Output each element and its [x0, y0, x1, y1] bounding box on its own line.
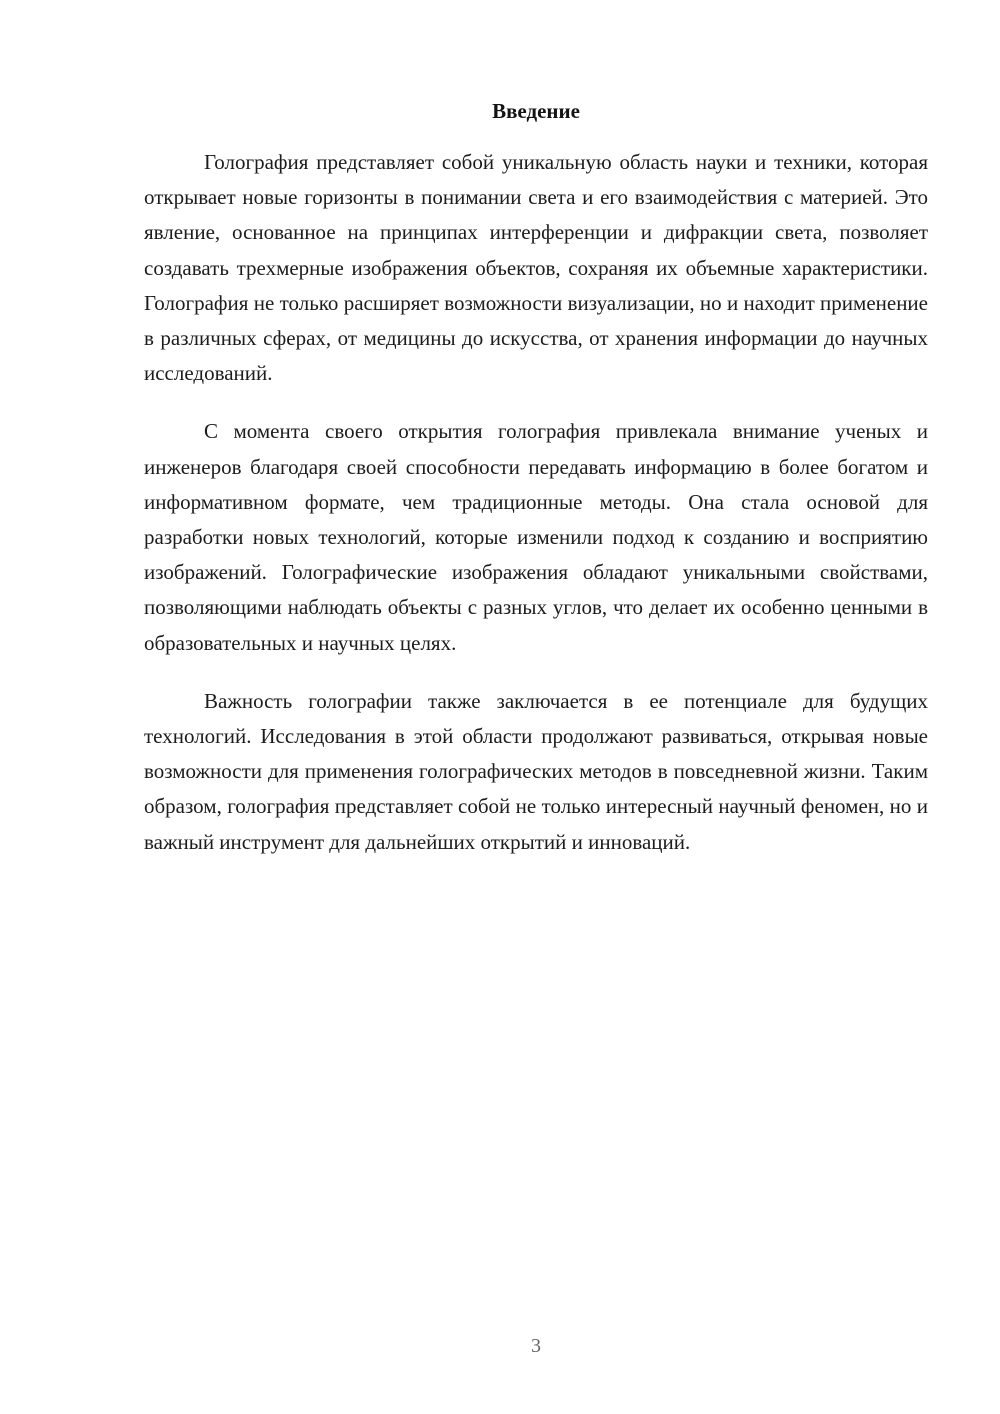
- page-number: 3: [531, 1335, 541, 1357]
- paragraph-1: Голография представляет собой уникальную область науки и техники, которая открывает новые горизонты в понимании света и его взаимодействия с материей. Это явление, основанное на принципах интерференции и дифракции света, позволяет создавать трехмерные изображения объектов, сохраняя их объемные характеристики. Голография не только расширяет возможности визуализации, но и находит применение в различных сферах, от медицины до искусства, от хранения информации до научных исследований.: [144, 150, 928, 386]
- section-heading: Введение: [492, 99, 580, 123]
- paragraph-2: С момента своего открытия голография привлекала внимание ученых и инженеров благодаря своей способности передавать информацию в более богатом и информативном формате, чем традиционные методы. Она стала основой для разработки новых технологий, которые изменили подход к созданию и восприятию изображений. Голографические изображения обладают уникальными свойствами, позволяющими наблюдать объекты с разных углов, что делает их особенно ценными в образовательных и научных целях.: [144, 419, 928, 655]
- paragraph-3: Важность голографии также заключается в ее потенциале для будущих технологий. Исследования в этой области продолжают развиваться, открывая новые возможности для применения голографических методов в повседневной жизни. Таким образом, голография представляет собой не только интересный научный феномен, но и важный инструмент для дальнейших открытий и инноваций.: [144, 688, 928, 854]
- document-body: [144, 96, 928, 883]
